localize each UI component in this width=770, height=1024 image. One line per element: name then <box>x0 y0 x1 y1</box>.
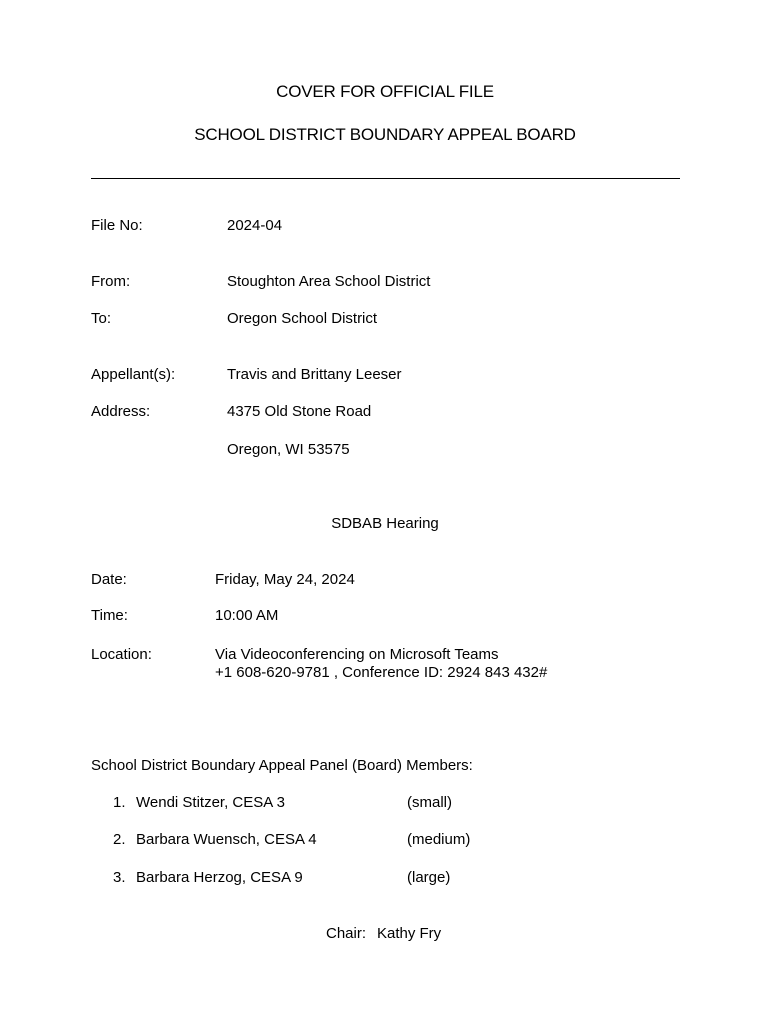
chair-label: Chair: <box>326 925 367 942</box>
document-subtitle: SCHOOL DISTRICT BOUNDARY APPEAL BOARD <box>194 125 576 144</box>
to-value: Oregon School District <box>227 310 378 327</box>
appellants-label: Appellant(s): <box>91 366 176 383</box>
member-size: (small) <box>407 794 452 811</box>
member-number: 1. <box>113 794 126 811</box>
time-value: 10:00 AM <box>215 607 279 624</box>
location-label: Location: <box>91 646 152 663</box>
file-no-label: File No: <box>91 217 143 234</box>
member-name: Barbara Wuensch, CESA 4 <box>136 831 317 848</box>
appellants-value: Travis and Brittany Leeser <box>227 366 402 383</box>
from-value: Stoughton Area School District <box>227 273 431 290</box>
member-size: (medium) <box>407 831 471 848</box>
hearing-heading: SDBAB Hearing <box>331 515 439 532</box>
date-label: Date: <box>91 571 127 588</box>
document-title: COVER FOR OFFICIAL FILE <box>276 82 494 101</box>
chair-name: Kathy Fry <box>377 925 442 942</box>
to-label: To: <box>91 310 112 327</box>
member-name: Wendi Stitzer, CESA 3 <box>136 794 285 811</box>
member-number: 2. <box>113 831 126 848</box>
file-no-value: 2024-04 <box>227 217 283 234</box>
horizontal-divider <box>91 178 680 179</box>
member-name: Barbara Herzog, CESA 9 <box>136 869 303 886</box>
address-line-1: 4375 Old Stone Road <box>227 403 372 420</box>
date-value: Friday, May 24, 2024 <box>215 571 355 588</box>
member-number: 3. <box>113 869 126 886</box>
member-size: (large) <box>407 869 451 886</box>
address-label: Address: <box>91 403 151 420</box>
panel-heading: School District Boundary Appeal Panel (Board) Members: <box>91 757 473 774</box>
location-line-2: +1 608-620-9781 , Conference ID: 2924 843 432# <box>215 664 548 681</box>
address-line-2: Oregon, WI 53575 <box>227 441 350 458</box>
location-line-1: Via Videoconferencing on Microsoft Teams <box>215 646 499 663</box>
time-label: Time: <box>91 607 128 624</box>
from-label: From: <box>91 273 131 290</box>
